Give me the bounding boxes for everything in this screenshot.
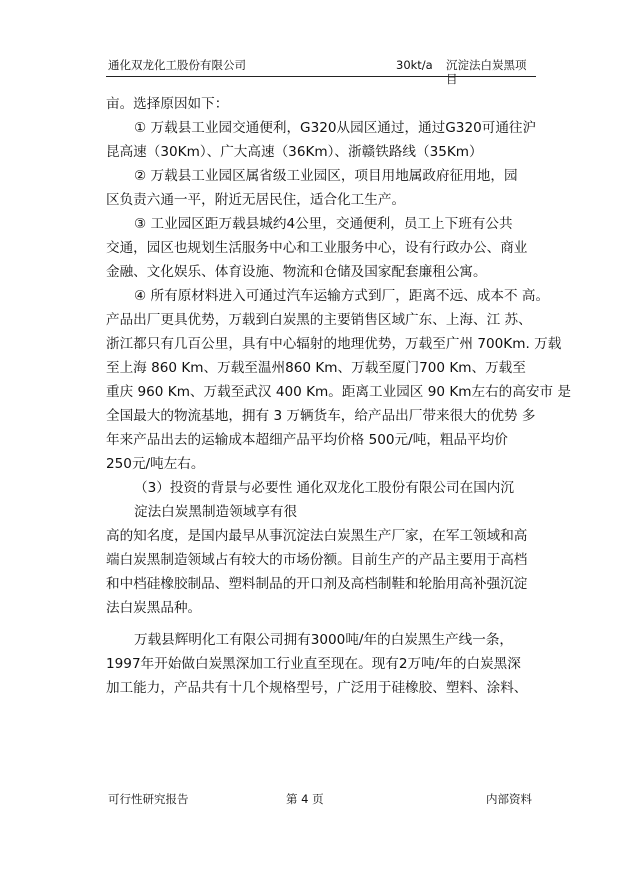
text-line: ④ 所有原材料进入可通过汽车运输方式到厂，距离不远、成本不 高。	[134, 288, 550, 304]
text-line: 交通，园区也规划生活服务中心和工业服务中心，设有行政办公、商业	[106, 240, 528, 256]
text-line: 高的知名度，是国内最早从事沉淀法白炭黑生产厂家，在军工领域和高	[106, 528, 528, 544]
footer-page-number: 第 4 页	[286, 792, 324, 806]
text-line: ① 万载县工业园交通便利，G320从园区通过，通过G320可通往沪	[134, 120, 537, 136]
text-line: 全国最大的物流基地，拥有 3 万辆货车，给产品出厂带来很大的优势 多	[106, 408, 536, 424]
text-line: 金融、文化娱乐、体育设施、物流和仓储及国家配套廉租公寓。	[106, 264, 487, 280]
text-line: ② 万载县工业园区属省级工业园区，项目用地属政府征用地，园	[134, 168, 518, 184]
text-line: 端白炭黑制造领域占有较大的市场份额。目前生产的产品主要用于高档	[106, 552, 528, 568]
header-project: 沉淀法白炭黑项目	[446, 58, 527, 86]
footer-confidential: 内部资料	[486, 792, 532, 806]
text-line: 重庆 960 Km、万载至武汉 400 Km。距离工业园区 90 Km左右的高安市 是	[106, 384, 571, 400]
header-rule	[106, 76, 536, 77]
text-line: 昆高速（30Km）、广大高速（36Km）、浙赣铁路线（35Km）	[106, 144, 483, 160]
text-line: 浙江都只有几百公里，具有中心辐射的地理优势，万载至广州 700Km. 万载	[106, 336, 562, 352]
header-company: 通化双龙化工股份有限公司	[108, 58, 246, 72]
text-line: 和中档硅橡胶制品、塑料制品的开口剂及高档制鞋和轮胎用高补强沉淀	[106, 576, 528, 592]
page-header	[108, 58, 534, 86]
text-line: 1997年开始做白炭黑深加工行业直至现在。现有2万吨/年的白炭黑深	[106, 656, 521, 672]
footer-report: 可行性研究报告	[108, 792, 189, 806]
header-capacity: 30kt/a	[396, 58, 433, 72]
text-line: 年来产品出去的运输成本超细产品平均价格 500元/吨，粗品平均价	[106, 432, 508, 448]
text-line: 加工能力，产品共有十几个规格型号，广泛用于硅橡胶、塑料、涂料、	[106, 680, 528, 696]
text-line: 250元/吨左右。	[106, 456, 205, 472]
text-line: 法白炭黑品种。	[106, 600, 202, 616]
text-line: 淀法白炭黑制造领域享有很	[134, 504, 298, 520]
text-line: 产品出厂更具优势，万载到白炭黑的主要销售区域广东、上海、江 苏、	[106, 312, 532, 328]
section-heading-line: （3）投资的背景与必要性 通化双龙化工股份有限公司在国内沉	[134, 480, 514, 496]
text-line: 亩。选择原因如下：	[106, 96, 229, 112]
text-line: ③ 工业园区距万载县城约4公里，交通便利，员工上下班有公共	[134, 216, 513, 232]
text-line: 至上海 860 Km、万载至温州860 Km、万载至厦门700 Km、万载至	[106, 360, 526, 376]
text-line: 区负责六通一平，附近无居民住，适合化工生产。	[106, 192, 406, 208]
text-line: 万载县辉明化工有限公司拥有3000吨/年的白炭黑生产线一条，	[134, 632, 514, 648]
